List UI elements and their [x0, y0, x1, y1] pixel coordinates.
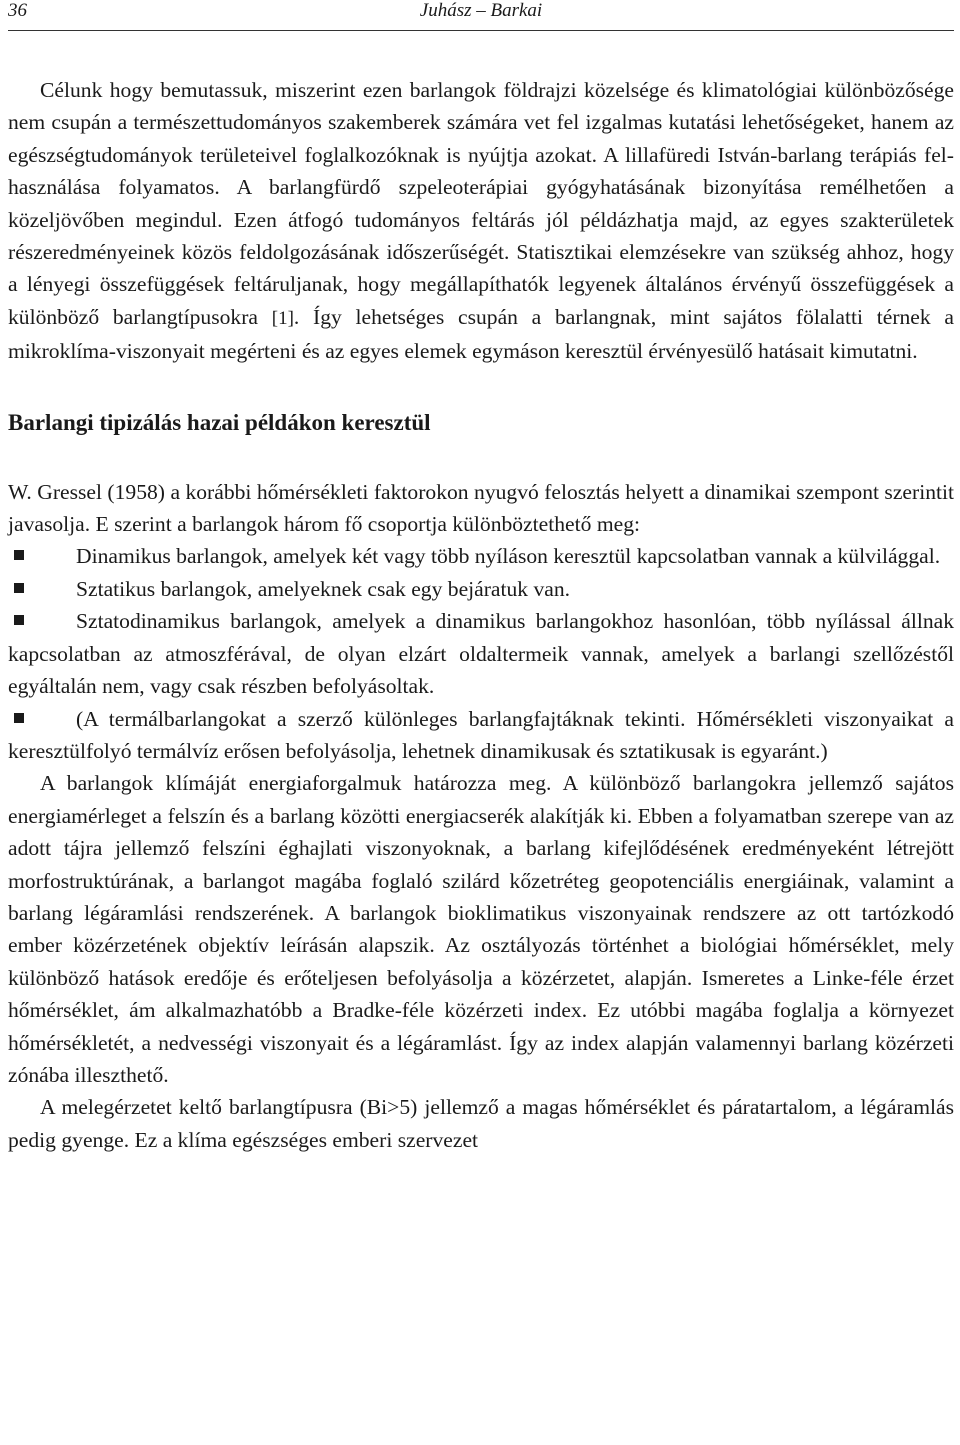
square-bullet-icon — [14, 583, 24, 593]
intro-paragraph-end: . Így lehetséges csupán a barlangnak, mint sajátos fölalatti térnek a mikroklíma-viszonyait megérteni és az egyes elemek egymáson keresztül érvényesülő hatásait kimutatni. — [8, 304, 954, 364]
bullet-text: Sztatodinamikus barlangok, amelyek a dinamikus barlangokhoz hasonlóan, több nyílással állnak kapcsolatban az atmoszférával, de olyan elzárt oldaltermeik vannak, amelyek a barlangi szellőzéstől egyáltalán nem, vagy csak részben befolyásoltak. — [8, 609, 954, 699]
gressel-paragraph: W. Gressel (1958) a korábbi hőmérsékleti faktorokon nyugvó felosztás helyett a dinamikai szempont szerintit javasolja. E szerint a barlangok három fő csoportja különböztethető meg: — [8, 479, 954, 537]
square-bullet-icon — [14, 713, 24, 723]
bullet-text: (A termálbarlangokat a szerző különleges barlangfajtáknak tekinti. Hőmérsékleti viszonyaikat a keresztülfolyó termálvíz erősen befolyásolja, lehetnek dinamikusak és sztatikusak is egyaránt.) — [8, 706, 954, 763]
running-header — [8, 0, 954, 31]
bullet-item-statodynamic — [8, 605, 954, 702]
final-paragraph: A melegérzetet keltő barlangtípusra (Bi>5) jellemző a magas hőmérséklet és páratartalom, a légáramlás pedig gyenge. Ez a klíma egészséges emberi szervezet — [8, 1095, 954, 1152]
climate-paragraph: A barlangok klímáját energiaforgalmuk határozza meg. A különböző barlangokra jellemző sajátos energiamérleget a felszín és a barlang közötti energiacserék alakítják ki. Ebben a folyamatban szerepe van az adott tájra jellemző felszíni éghajlati viszonyoknak, a barlang kifejlődésének eredményeként létrejött morfostruktúrának, a barlangot magába foglaló szilárd kőzetréteg geopotenciális energiáinak, valamint a barlang légáramlási rendszerének. A barlangok bioklimatikus viszonyainak rendszere az ott tartózkodó ember közérzetének objektív leírásán alapszik. Az osztályozás történhet a biológiai hőmérséklet, mely különböző hatások eredője és erőteljesen befolyásolja a közérzetet, alapján. Ismeretes a Linke-féle érzet hőmérséklet, ám alkalmazhatóbb a Bradke-féle közérzeti index. Ez utóbbi magába foglalja a környezet hőmérsékletét, a nedvességi viszonyait és a légáramlást. Így az index alapján valamennyi barlang közérzeti zónába illeszthető. — [8, 771, 954, 1087]
bullet-text: Sztatikus barlangok, amelyeknek csak egy bejáratuk van. — [76, 576, 571, 601]
intro-paragraph-text: Célunk hogy bemutassuk, miszerint ezen barlangok földrajzi közelsége és klimatológiai különbözősége nem csupán a természettudományos szakemberek számára vet fel izgalmas kutatási lehetőségeket, hanem az egészségtudományok területeivel foglalkozóknak is nyújtja azokat. A lillafüredi István-barlang terápiás felhasználása folyamatos. A barlangfürdő szpeleoterápiai gyógyhatásának bizonyítása remélhetően a közeljövőben megindul. Ezen átfogó tudományos feltárás jól példázhatja majd, az egyes szakterületek részeredményeinek közös feldolgozásának időszerűségét. Statisztikai elemzésekre van szükség ahhoz, hogy a lényegi összefüggések feltáruljanak, hogy megállapíthatók legyenek általános érvényű összefüggések a különböző barlangtípusokra — [8, 78, 954, 329]
bullet-item-static — [8, 573, 954, 605]
citation: [1] — [271, 307, 294, 329]
page-number: 36 — [8, 0, 27, 21]
section-heading: Barlangi tipizálás hazai példákon keresztül — [8, 409, 431, 435]
bullet-text: Dinamikus barlangok, amelyek két vagy több nyíláson keresztül kapcsolatban vannak a külvilággal. — [76, 544, 941, 569]
square-bullet-icon — [14, 550, 24, 560]
intro-paragraph — [8, 74, 954, 368]
running-header-authors: Juhász – Barkai — [419, 0, 543, 21]
square-bullet-icon — [14, 615, 24, 625]
bullet-item-thermal — [8, 703, 954, 768]
page — [8, 0, 954, 1156]
bullet-item-dynamic — [8, 540, 954, 572]
